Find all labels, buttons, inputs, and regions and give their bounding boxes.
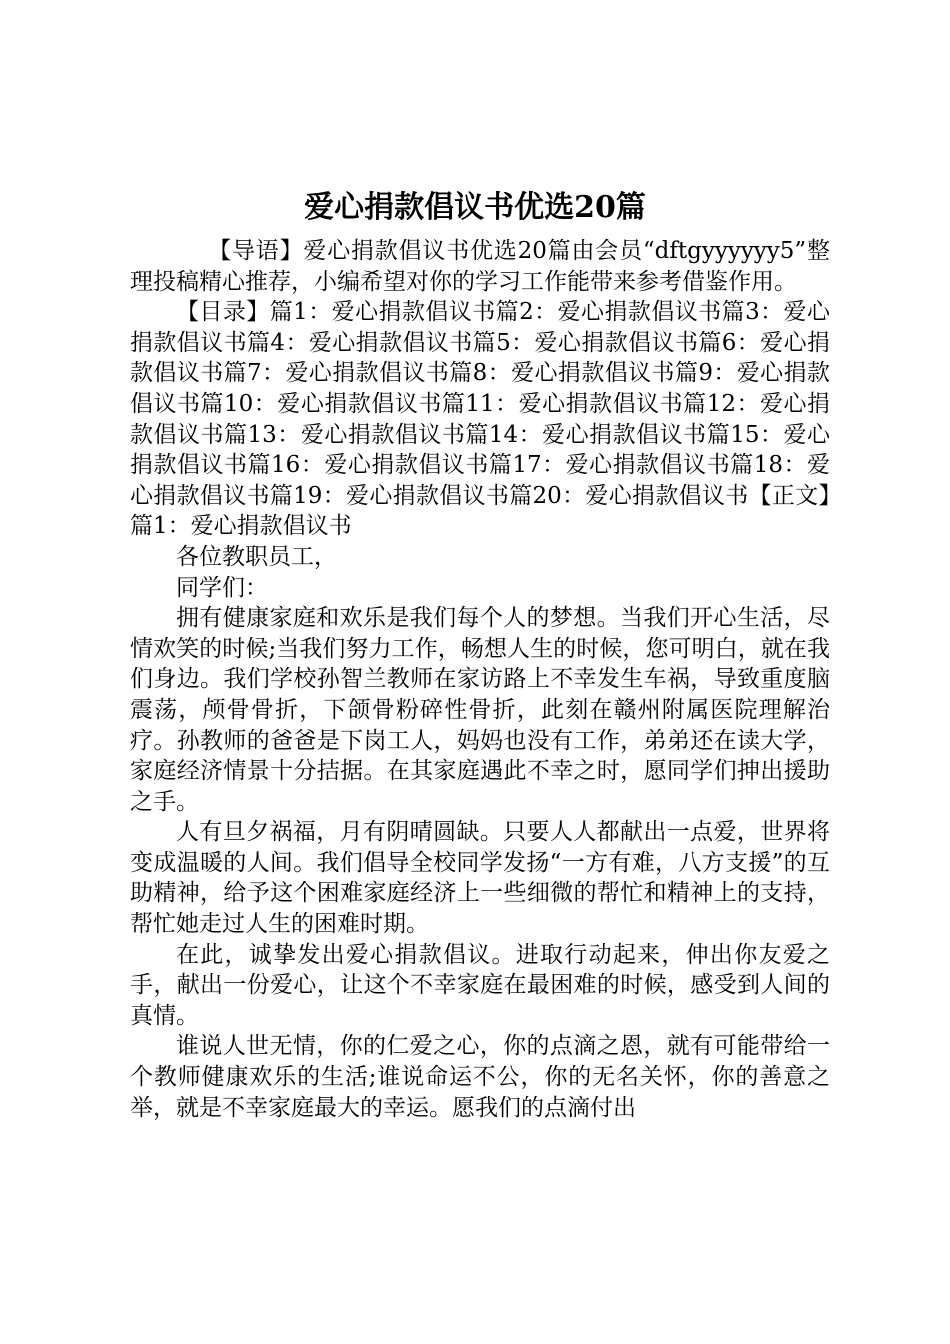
document-body bbox=[130, 236, 830, 1123]
body-paragraph-1: 拥有健康家庭和欢乐是我们每个人的梦想。当我们开心生活，尽情欢笑的时候;当我们努力工作，畅想人生的时候，您可明白，就在我们身边。我们学校孙智兰教师在家访路上不幸发生车祸，导致重度脑震荡，颅骨骨折，下颌骨粉碎性骨折，此刻在赣州附属医院理解治疗。孙教师的爸爸是下岗工人，妈妈也没有工作，弟弟还在读大学，家庭经济情景十分拮据。在其家庭遇此不幸之时，愿同学们抻出援助之手。 bbox=[130, 605, 830, 815]
greeting-students: 同学们： bbox=[176, 574, 268, 601]
toc-paragraph: 【目录】篇1：爱心捐款倡议书篇2：爱心捐款倡议书篇3：爱心捐款倡议书篇4：爱心捐款倡议书篇5：爱心捐款倡议书篇6：爱心捐款倡议书篇7：爱心捐款倡议书篇8：爱心捐款倡议书篇9：爱心捐款倡议书篇10：爱心捐款倡议书篇11：爱心捐款倡议书篇12：爱心捐款倡议书篇13：爱心捐款倡议书篇14：爱心捐款倡议书篇15：爱心捐款倡议书篇16：爱心捐款倡议书篇17：爱心捐款倡议书篇18：爱心捐款倡议书篇19：爱心捐款倡议书篇20：爱心捐款倡议书【正文】篇1：爱心捐款倡议书 bbox=[130, 299, 830, 540]
greeting-staff: 各位教职员工， bbox=[176, 543, 337, 570]
body-paragraph-4: 谁说人世无情，你的仁爱之心，你的点滴之恩，就有可能带给一个教师健康欢乐的生活;谁说命运不公，你的无名关怀，你的善意之举，就是不幸家庭最大的幸运。愿我们的点滴付出 bbox=[130, 1033, 830, 1121]
document-title: 爱心捐款倡议书优选20篇 bbox=[304, 190, 646, 225]
intro-paragraph: 【导语】爱心捐款倡议书优选20篇由会员“dftgyyyyyy5”整理投稿精心推荐，小编希望对你的学习工作能带来参考借鉴作用。 bbox=[130, 238, 830, 295]
body-paragraph-3: 在此，诚挚发出爱心捐款倡议。进取行动起来，伸出你友爱之手，献出一份爱心，让这个不幸家庭在最困难的时候，感受到人间的真情。 bbox=[130, 941, 830, 1029]
body-paragraph-2: 人有旦夕祸福，月有阴晴圆缺。只要人人都献出一点爱，世界将变成温暖的人间。我们倡导全校同学发扬“一方有难，八方支援”的互助精神，给予这个困难家庭经济上一些细微的帮忙和精神上的支持，帮忙她走过人生的困难时期。 bbox=[130, 819, 830, 938]
